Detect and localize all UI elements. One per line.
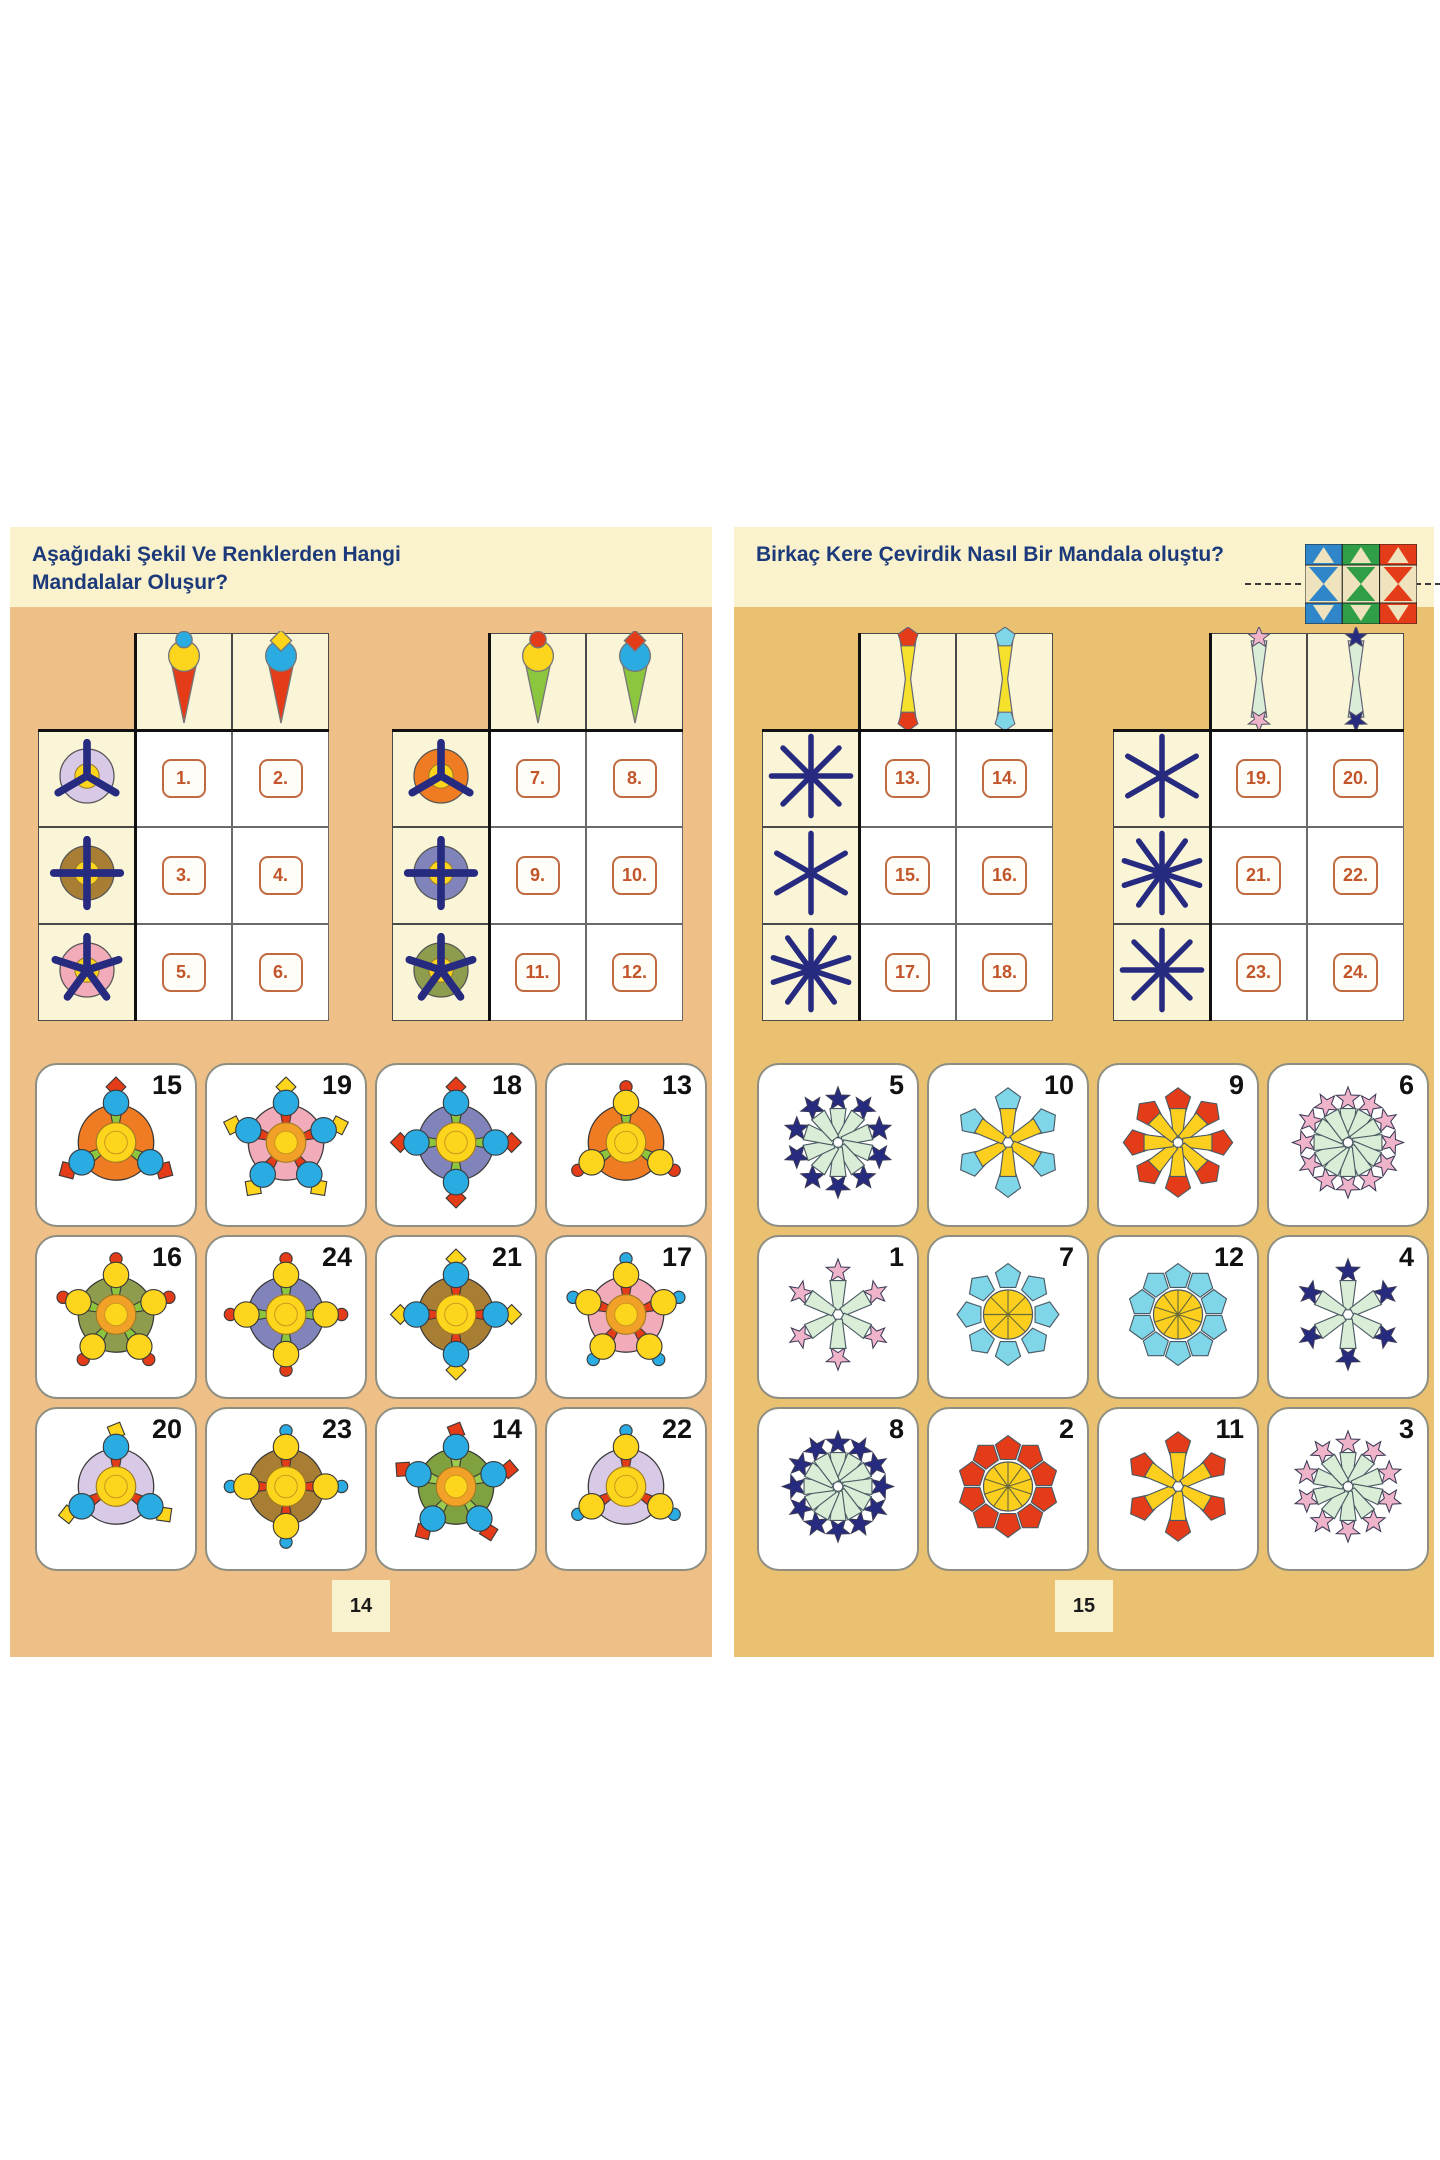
mandala-card	[545, 1235, 707, 1399]
answer-cell	[232, 827, 329, 924]
card-number: 11	[1215, 1414, 1244, 1444]
asterisk-icon	[1116, 924, 1208, 1021]
flower-mandala-icon	[1282, 1421, 1414, 1558]
pinwheel-mandala-icon	[50, 1077, 182, 1214]
answer-cell	[586, 827, 683, 924]
pinwheel-icon	[42, 828, 132, 923]
answer-cell	[135, 730, 232, 827]
row-header-cell	[762, 924, 859, 1021]
mandala-card	[205, 1235, 367, 1399]
number-chip: 1.	[162, 759, 206, 798]
mandala-card	[1097, 1235, 1259, 1399]
flower-mandala-icon	[1112, 1077, 1244, 1214]
answer-cell	[135, 924, 232, 1021]
row-header-cell	[38, 924, 135, 1021]
number-chip: 7.	[516, 759, 560, 798]
table-divider-horizontal	[38, 729, 329, 732]
answer-cell	[232, 924, 329, 1021]
card-number: 6	[1398, 1070, 1414, 1100]
card-number: 19	[321, 1070, 352, 1100]
mandala-card	[375, 1235, 537, 1399]
ice-cream-icon	[155, 631, 213, 732]
table-divider-vertical	[488, 633, 491, 1021]
spindle-shape-icon	[978, 627, 1032, 736]
number-chip: 13.	[885, 759, 930, 798]
card-number: 17	[661, 1242, 692, 1272]
number-chip: 8.	[613, 759, 657, 798]
number-chip: 9.	[516, 856, 560, 895]
answer-cell	[489, 924, 586, 1021]
page-title	[32, 541, 401, 597]
mandala-card	[205, 1407, 367, 1571]
mandala-card	[927, 1407, 1089, 1571]
table-divider-vertical	[1209, 633, 1212, 1021]
mandala-card	[545, 1407, 707, 1571]
number-chip: 22.	[1333, 856, 1378, 895]
pinwheel-icon	[396, 828, 486, 923]
row-header-cell	[1113, 924, 1210, 1021]
pinwheel-mandala-icon	[50, 1249, 182, 1386]
column-header-cell	[135, 633, 232, 730]
card-number: 13	[661, 1070, 692, 1100]
spindle-shape-icon	[1232, 627, 1286, 736]
flower-mandala-icon	[772, 1077, 904, 1214]
column-header-cell	[956, 633, 1053, 730]
number-chip: 5.	[162, 953, 206, 992]
page-title-line: Aşağıdaki Şekil Ve Renklerden Hangi	[32, 543, 401, 566]
number-chip: 23.	[1236, 953, 1281, 992]
column-header-cell	[489, 633, 586, 730]
asterisk-icon	[765, 827, 857, 924]
flower-mandala-icon	[1282, 1077, 1414, 1214]
number-chip: 21.	[1236, 856, 1281, 895]
spindle-shape-icon	[1329, 627, 1383, 736]
pinwheel-icon	[396, 731, 486, 826]
answer-cell	[956, 924, 1053, 1021]
mandala-card	[1097, 1407, 1259, 1571]
number-chip: 12.	[612, 953, 657, 992]
matrix-table	[392, 633, 683, 1021]
answer-cell	[1307, 730, 1404, 827]
card-number: 9	[1228, 1070, 1244, 1100]
answer-cell	[135, 827, 232, 924]
card-number: 15	[151, 1070, 182, 1100]
mandala-card	[205, 1063, 367, 1227]
answer-cell	[586, 730, 683, 827]
answer-cell	[586, 924, 683, 1021]
card-number: 22	[661, 1414, 692, 1444]
mandala-card	[375, 1063, 537, 1227]
mandala-card	[35, 1235, 197, 1399]
page-left	[10, 527, 712, 1657]
column-header-cell	[232, 633, 329, 730]
card-number: 4	[1398, 1242, 1414, 1272]
mandala-card	[545, 1063, 707, 1227]
number-chip: 2.	[259, 759, 303, 798]
column-header-cell	[859, 633, 956, 730]
answer-cell	[859, 924, 956, 1021]
matrix-table	[1113, 633, 1404, 1021]
number-chip: 4.	[259, 856, 303, 895]
number-chip: 3.	[162, 856, 206, 895]
column-header-cell	[586, 633, 683, 730]
pinwheel-mandala-icon	[560, 1421, 692, 1558]
flower-mandala-icon	[942, 1249, 1074, 1386]
row-header-cell	[762, 730, 859, 827]
mandala-card	[375, 1407, 537, 1571]
flower-mandala-icon	[772, 1421, 904, 1558]
answer-cell	[489, 827, 586, 924]
mandala-card	[927, 1063, 1089, 1227]
asterisk-icon	[1116, 730, 1208, 827]
number-chip: 11.	[515, 953, 559, 992]
row-header-cell	[762, 827, 859, 924]
answer-cell	[956, 730, 1053, 827]
flower-mandala-icon	[1112, 1421, 1244, 1558]
mandala-card	[35, 1407, 197, 1571]
number-chip: 10.	[612, 856, 657, 895]
table-divider-vertical	[134, 633, 137, 1021]
number-chip: 24.	[1333, 953, 1378, 992]
flower-mandala-icon	[942, 1421, 1074, 1558]
card-number: 12	[1213, 1242, 1244, 1272]
mandala-card	[927, 1235, 1089, 1399]
row-header-cell	[38, 827, 135, 924]
page-right	[734, 527, 1434, 1657]
row-header-cell	[392, 730, 489, 827]
number-chip: 20.	[1333, 759, 1378, 798]
row-header-cell	[392, 924, 489, 1021]
answer-cell	[1210, 730, 1307, 827]
mandala-card	[757, 1063, 919, 1227]
flower-mandala-icon	[772, 1249, 904, 1386]
table-divider-vertical	[858, 633, 861, 1021]
spindle-shape-icon	[881, 627, 935, 736]
mandala-card	[1267, 1063, 1429, 1227]
flower-mandala-icon	[1112, 1249, 1244, 1386]
pinwheel-mandala-icon	[390, 1421, 522, 1558]
title-band	[10, 527, 712, 607]
matrix-table	[762, 633, 1053, 1021]
ice-cream-icon	[606, 631, 664, 732]
mandala-card	[35, 1063, 197, 1227]
pinwheel-mandala-icon	[220, 1077, 352, 1214]
flower-mandala-icon	[1282, 1249, 1414, 1386]
pinwheel-mandala-icon	[560, 1249, 692, 1386]
card-number: 23	[321, 1414, 352, 1444]
row-header-cell	[38, 730, 135, 827]
card-number: 7	[1058, 1242, 1074, 1272]
asterisk-icon	[765, 924, 857, 1021]
page-number: 14	[332, 1580, 390, 1632]
column-header-cell	[1307, 633, 1404, 730]
number-chip: 15.	[885, 856, 930, 895]
matrix-table	[38, 633, 329, 1021]
card-number: 20	[151, 1414, 182, 1444]
answer-cell	[1307, 924, 1404, 1021]
number-chip: 16.	[982, 856, 1027, 895]
mandala-card	[1267, 1235, 1429, 1399]
mandala-card	[757, 1407, 919, 1571]
card-number: 10	[1043, 1070, 1074, 1100]
table-divider-horizontal	[762, 729, 1053, 732]
card-number: 2	[1058, 1414, 1074, 1444]
pinwheel-icon	[42, 925, 132, 1020]
pinwheel-mandala-icon	[390, 1077, 522, 1214]
flower-mandala-icon	[942, 1077, 1074, 1214]
card-number: 14	[491, 1414, 522, 1444]
pinwheel-icon	[42, 731, 132, 826]
page-title	[756, 541, 1224, 569]
card-number: 24	[321, 1242, 352, 1272]
asterisk-icon	[765, 730, 857, 827]
row-header-cell	[1113, 730, 1210, 827]
card-number: 18	[491, 1070, 522, 1100]
answer-cell	[1210, 827, 1307, 924]
card-number: 5	[888, 1070, 904, 1100]
pinwheel-mandala-icon	[220, 1421, 352, 1558]
pinwheel-icon	[396, 925, 486, 1020]
pinwheel-mandala-icon	[560, 1077, 692, 1214]
ice-cream-icon	[252, 631, 310, 732]
mandala-card	[757, 1235, 919, 1399]
pinwheel-mandala-icon	[390, 1249, 522, 1386]
row-header-cell	[392, 827, 489, 924]
card-number: 21	[491, 1242, 522, 1272]
number-chip: 17.	[885, 953, 930, 992]
number-chip: 18.	[982, 953, 1027, 992]
page-title-line: Mandalalar Oluşur?	[32, 571, 229, 594]
card-number: 8	[888, 1414, 904, 1444]
publisher-logo-icon	[1305, 544, 1417, 624]
answer-cell	[232, 730, 329, 827]
number-chip: 6.	[259, 953, 303, 992]
answer-cell	[859, 730, 956, 827]
table-divider-horizontal	[1113, 729, 1404, 732]
row-header-cell	[1113, 827, 1210, 924]
mandala-card	[1097, 1063, 1259, 1227]
number-chip: 14.	[982, 759, 1027, 798]
answer-cell	[859, 827, 956, 924]
answer-cell	[956, 827, 1053, 924]
card-number: 1	[888, 1242, 904, 1272]
table-divider-horizontal	[392, 729, 683, 732]
pinwheel-mandala-icon	[220, 1249, 352, 1386]
answer-cell	[1210, 924, 1307, 1021]
answer-cell	[1307, 827, 1404, 924]
number-chip: 19.	[1236, 759, 1281, 798]
mandala-card	[1267, 1407, 1429, 1571]
page-number: 15	[1055, 1580, 1113, 1632]
pinwheel-mandala-icon	[50, 1421, 182, 1558]
ice-cream-icon	[509, 631, 567, 732]
asterisk-icon	[1116, 827, 1208, 924]
card-number: 16	[151, 1242, 182, 1272]
answer-cell	[489, 730, 586, 827]
page-title-line: Birkaç Kere Çevirdik Nasıl Bir Mandala oluştu?	[756, 543, 1224, 566]
card-number: 3	[1398, 1414, 1414, 1444]
column-header-cell	[1210, 633, 1307, 730]
